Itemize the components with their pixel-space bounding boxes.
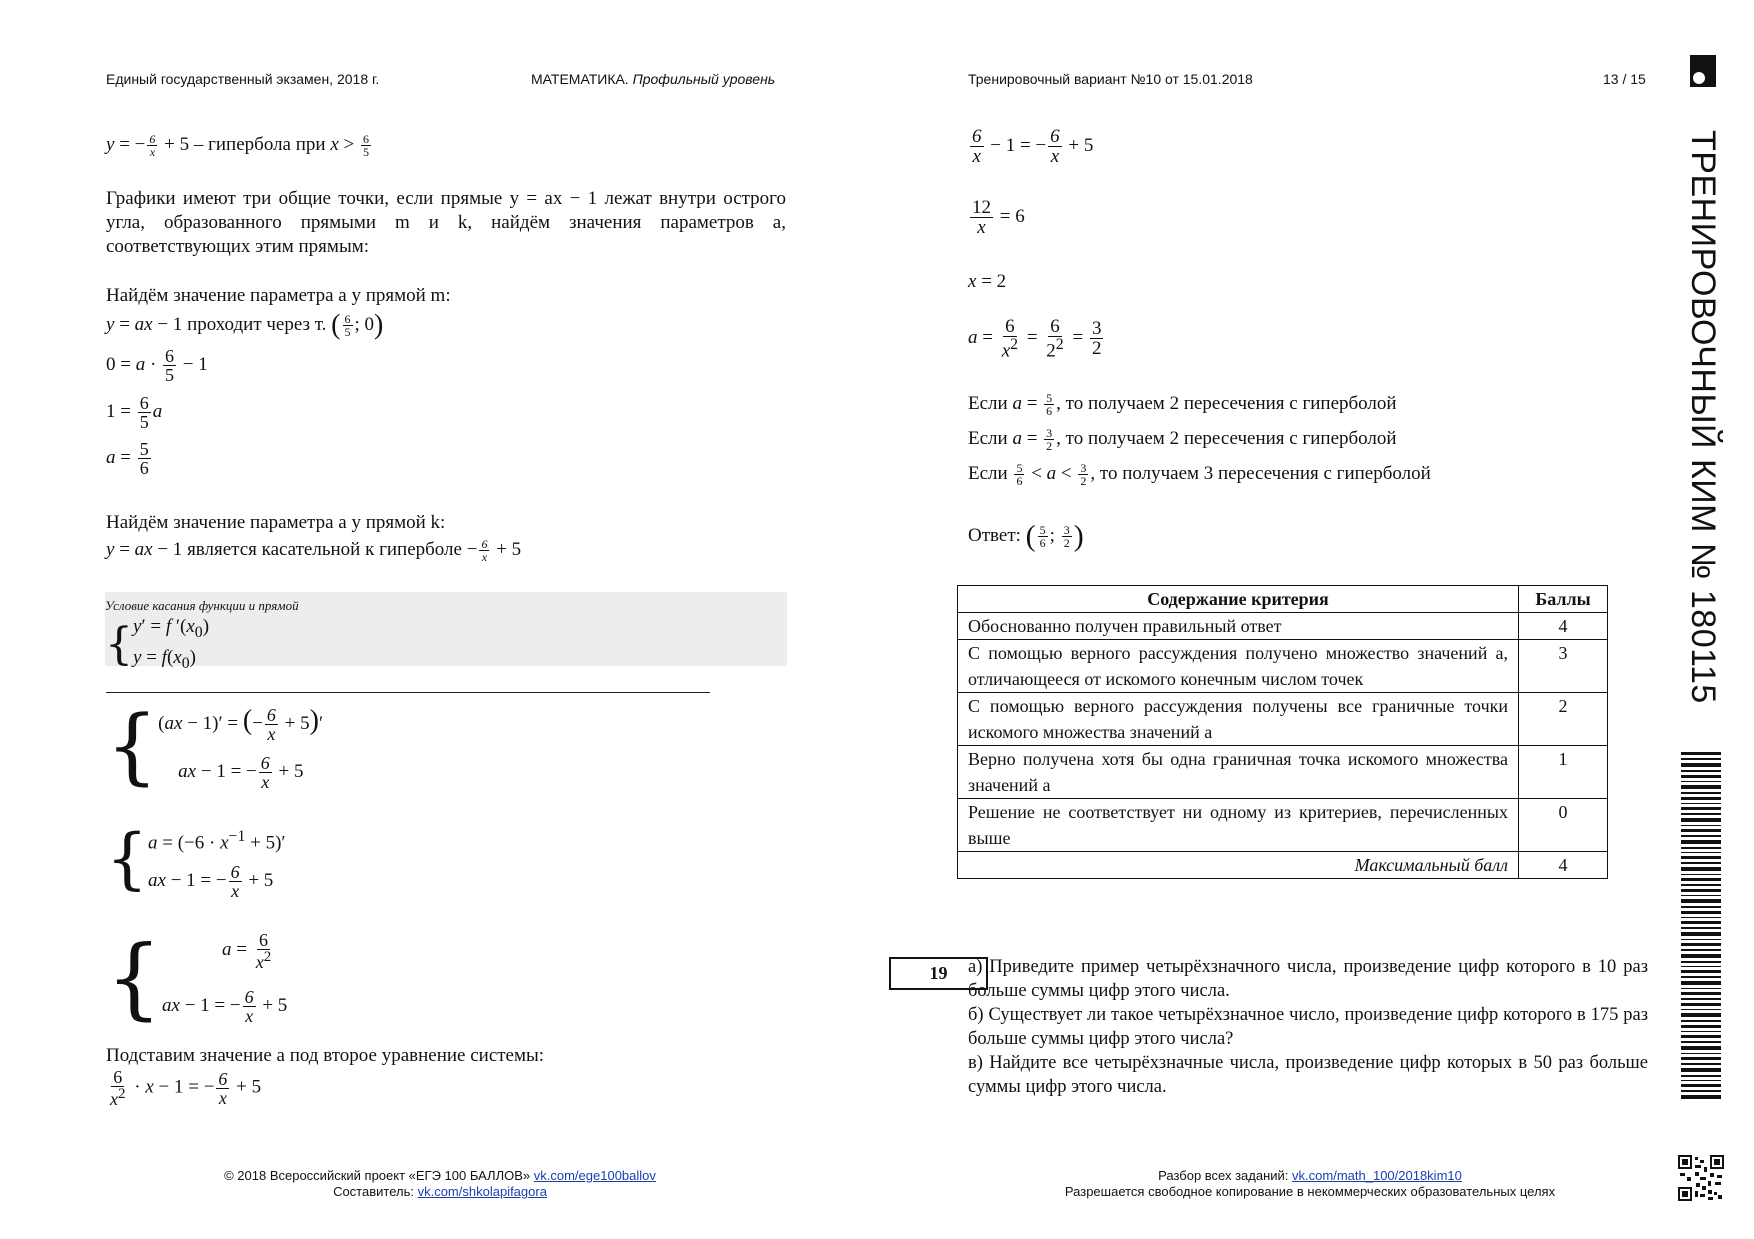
criteria-text: Решение не соответствует ни одному из критериев, перечисленных выше bbox=[958, 799, 1519, 852]
case-1: Если a = $\frac{5}{6}$ , то получаем 2 пересечения с гиперболой bbox=[968, 391, 1397, 419]
header-level: Профильный уровень bbox=[632, 71, 776, 87]
case-3-if: Если bbox=[968, 463, 1008, 484]
footer-left bbox=[160, 1168, 720, 1200]
criteria-text: Обоснованно получен правильный ответ bbox=[958, 613, 1519, 640]
criteria-col-points: Баллы bbox=[1519, 586, 1608, 613]
passes-through-text: проходит через т. bbox=[187, 314, 327, 335]
criteria-col-content: Содержание критерия bbox=[958, 586, 1519, 613]
corner-marker-icon bbox=[1690, 55, 1716, 87]
system-2: { $a = (-6 \cdot x^{-1} + 5)'$ ax − 1 = − $\frac{6}{x}$ + 5 bbox=[106, 820, 286, 902]
footer-right bbox=[990, 1168, 1630, 1200]
header-variant: Тренировочный вариант №10 от 15.01.2018 bbox=[968, 71, 1253, 87]
case-2-if: Если bbox=[968, 428, 1008, 449]
answer-line: Ответ: ( $\frac{5}{6}$ ; $\frac{3}{2}$ ) bbox=[968, 519, 1084, 553]
tangency-condition-box bbox=[105, 592, 787, 672]
tangency-condition-system: { y′ = f $'(x_0)$ $y = f(x_0)$ bbox=[105, 616, 210, 672]
equation-m-3: a = $\frac{5}{6}$ bbox=[106, 439, 149, 478]
footer-link-ege100ballov[interactable]: vk.com/ege100ballov bbox=[533, 1168, 656, 1183]
side-variant-title: ТРЕНИРОВОЧНЫЙ КИМ № 180115 bbox=[1684, 130, 1722, 704]
criteria-points: 4 bbox=[1519, 613, 1608, 640]
equation-m-1: 0 = a · $\frac{6}{5}$ − 1 bbox=[106, 346, 208, 385]
case-2-result: , то получаем 2 пересечения с гиперболой bbox=[1056, 428, 1397, 449]
hyperbola-line: y = − $\frac{6}{x}$ + 5 – гипербола при x > $\frac{6}{5}$ bbox=[106, 132, 369, 160]
table-row bbox=[958, 693, 1608, 746]
criteria-text: Верно получена хотя бы одна граничная точка искомого множества значений a bbox=[958, 746, 1519, 799]
table-row bbox=[958, 746, 1608, 799]
equation-r-1: $\frac{6}{x}$ − 1 = − $\frac{6}{x}$ + 5 bbox=[972, 126, 1094, 167]
substitute-equation: $\frac{6}{x^2}$ · x − 1 = − $\frac{6}{x}$ + 5 bbox=[110, 1067, 262, 1109]
answer-label: Ответ: bbox=[968, 525, 1021, 546]
equation-r-4: a = $\frac{6}{x^2}$ = $\frac{6}{2^2}$ = $\frac{3}{2}$ bbox=[968, 316, 1102, 362]
criteria-max-points: 4 bbox=[1519, 852, 1608, 879]
criteria-points: 3 bbox=[1519, 640, 1608, 693]
equation-r-2: $\frac{12}{x}$ = 6 bbox=[972, 197, 1025, 238]
barcode-icon bbox=[1681, 752, 1721, 1100]
table-row bbox=[958, 640, 1608, 693]
system-3: { a = $\frac{6}{x^2}$ ax − 1 = − $\frac{6}{x}$ + 5 bbox=[106, 926, 288, 1029]
footer-license: Разрешается свободное копирование в некоммерческих образовательных целях bbox=[1064, 1184, 1556, 1199]
equation-r-3: x = 2 bbox=[968, 271, 1007, 292]
case-1-result: , то получаем 2 пересечения с гиперболой bbox=[1056, 393, 1397, 414]
footer-copyright: © 2018 Всероссийский проект «ЕГЭ 100 БАЛЛОВ» bbox=[224, 1168, 531, 1183]
criteria-points: 2 bbox=[1519, 693, 1608, 746]
header-page-number: 13 / 15 bbox=[1603, 71, 1646, 87]
equation-m-2: 1 = $\frac{6}{5}$ a bbox=[106, 393, 163, 432]
header-subject-name: МАТЕМАТИКА. bbox=[531, 71, 629, 87]
passes-through-line: y = ax − 1 проходит через т. ( $\frac{6}{5}$ ; 0) bbox=[106, 309, 384, 341]
header-exam: Единый государственный экзамен, 2018 г. bbox=[106, 71, 380, 87]
intro-paragraph: Графики имеют три общие точки, если прямые y = ax − 1 лежат внутри острого угла, образованного прямыми m и k, найдём значения параметров a, соответствующих этим прямым: bbox=[106, 188, 786, 257]
footer-compiler: Составитель: bbox=[333, 1184, 414, 1199]
criteria-points: 0 bbox=[1519, 799, 1608, 852]
divider-bottom bbox=[106, 692, 710, 693]
case-1-if: Если bbox=[968, 393, 1008, 414]
table-row bbox=[958, 799, 1608, 852]
task-number-box: 19 bbox=[889, 957, 988, 990]
tangent-line: y = ax − 1 является касательной к гиперболе − $\frac{6}{x}$ + 5 bbox=[106, 537, 522, 565]
criteria-table bbox=[957, 585, 1608, 879]
find-k-heading: Найдём значение параметра a у прямой k: bbox=[106, 512, 446, 533]
footer-link-math100[interactable]: vk.com/math_100/2018kim10 bbox=[1292, 1168, 1462, 1183]
criteria-text: С помощью верного рассуждения получены все граничные точки искомого множества значений a bbox=[958, 693, 1519, 746]
qr-code-icon bbox=[1678, 1155, 1724, 1201]
header-subject bbox=[531, 71, 775, 87]
task-19-body bbox=[968, 955, 1648, 1099]
criteria-header-row bbox=[958, 586, 1608, 613]
footer-link-shkolapifagora[interactable]: vk.com/shkolapifagora bbox=[417, 1184, 547, 1199]
case-3: Если $\frac{5}{6}$ < a < $\frac{3}{2}$ , то получаем 3 пересечения с гиперболой bbox=[968, 461, 1431, 489]
criteria-points: 1 bbox=[1519, 746, 1608, 799]
case-2: Если a = $\frac{3}{2}$ , то получаем 2 пересечения с гиперболой bbox=[968, 426, 1397, 454]
substitute-heading: Подставим значение a под второе уравнение системы: bbox=[106, 1045, 545, 1066]
footer-review: Разбор всех заданий: bbox=[1158, 1168, 1289, 1183]
task-19-c: в) Найдите все четырёхзначные числа, произведение цифр которых в 50 раз больше суммы цифр этого числа. bbox=[968, 1053, 1648, 1097]
criteria-max-label: Максимальный балл bbox=[958, 852, 1519, 879]
criteria-max-row bbox=[958, 852, 1608, 879]
table-row bbox=[958, 613, 1608, 640]
hyperbola-line-text: – гипербола при bbox=[193, 134, 326, 155]
case-3-result: , то получаем 3 пересечения с гиперболой bbox=[1090, 463, 1431, 484]
task-19-b: б) Существует ли такое четырёхзначное число, произведение цифр которого в 175 раз больше суммы цифр этого числа? bbox=[968, 1005, 1648, 1049]
criteria-text: С помощью верного рассуждения получено множество значений a, отличающееся от искомого конечным числом точек bbox=[958, 640, 1519, 693]
task-19-a: а) Приведите пример четырёхзначного числа, произведение цифр которого в 10 раз больше суммы цифр этого числа. bbox=[968, 957, 1648, 1001]
system-1: { (ax − 1)′ = (− $\frac{6}{x}$ + 5)′ ax − 1 = − $\frac{6}{x}$ + 5 bbox=[106, 698, 324, 794]
tangent-text: является касательной к гиперболе bbox=[187, 539, 462, 560]
tangency-condition-title: Условие касания функции и прямой bbox=[105, 598, 299, 613]
find-m-heading: Найдём значение параметра a у прямой m: bbox=[106, 285, 451, 306]
